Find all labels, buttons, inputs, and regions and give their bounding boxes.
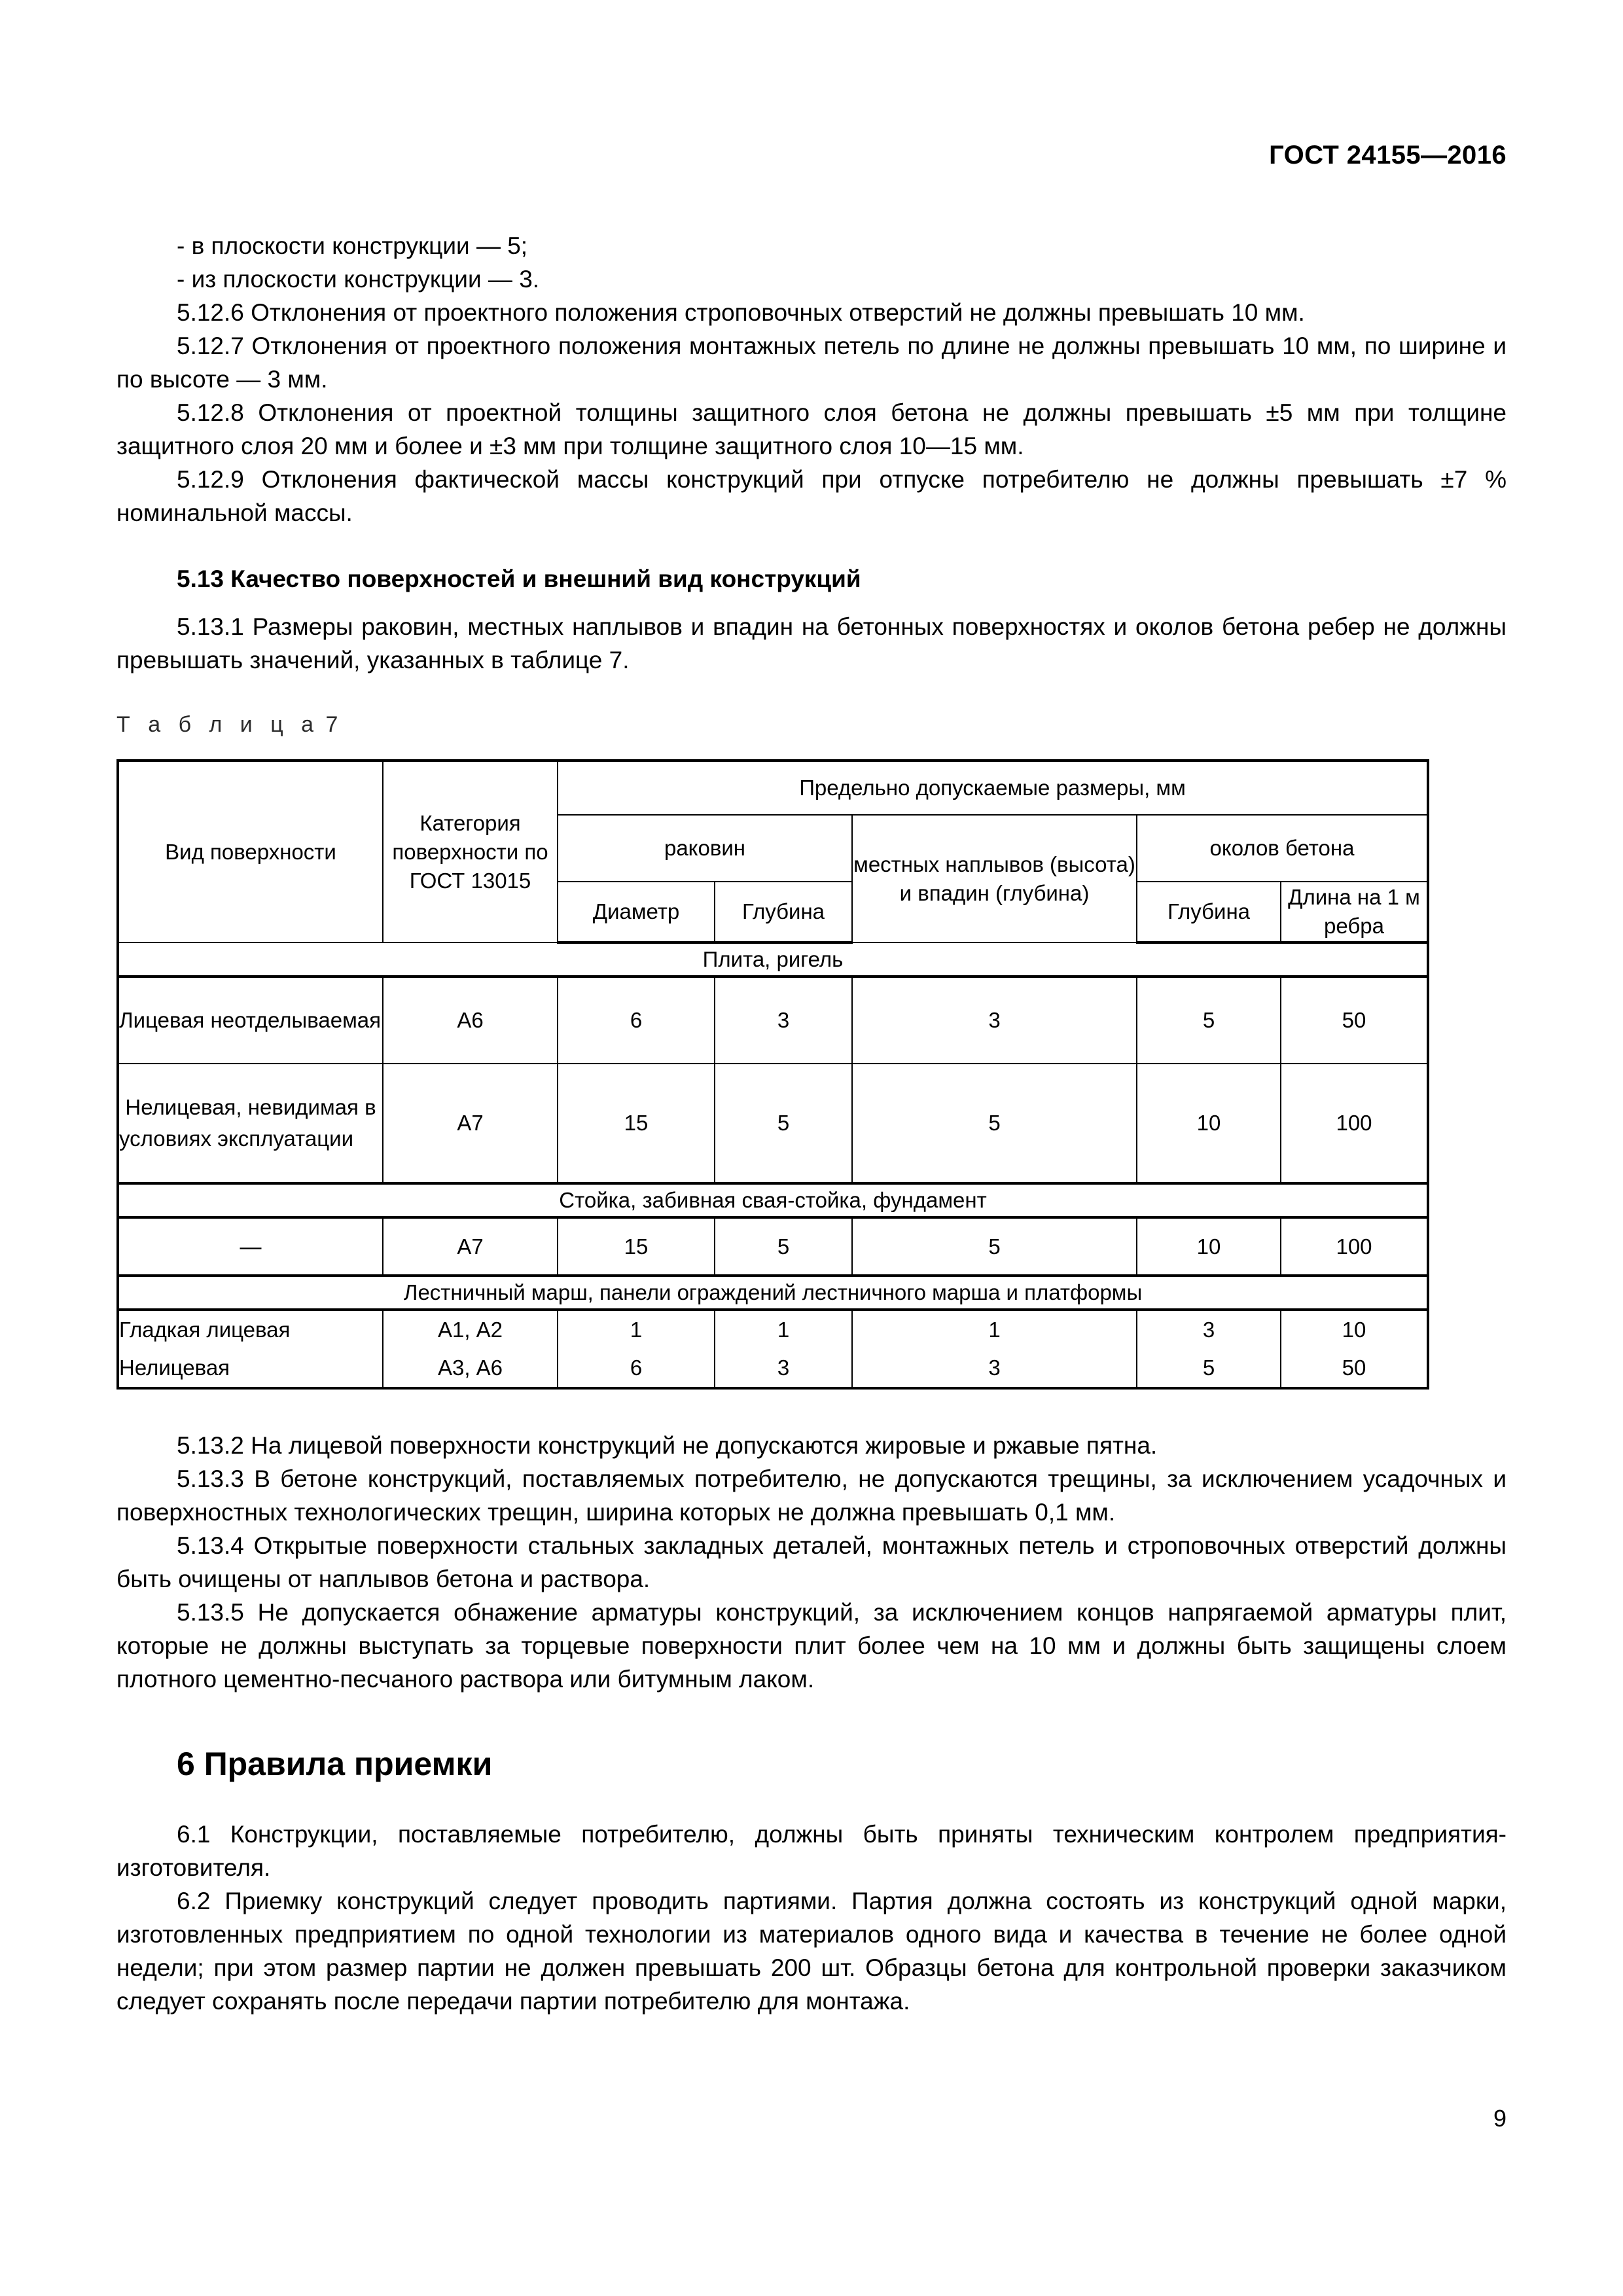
band-plate-girder: Плита, ригель <box>118 942 1428 977</box>
table-row <box>118 1310 1428 1349</box>
table-row <box>118 977 1428 1064</box>
cell-shell-diameter: 1 <box>558 1310 715 1349</box>
cell-chip-depth: 5 <box>1137 1349 1281 1388</box>
cell-chip-length: 50 <box>1281 977 1428 1064</box>
spacer <box>116 740 1507 759</box>
table-caption-label: Т а б л и ц а <box>116 712 320 737</box>
clause-5-13-5: 5.13.5 Не допускается обнажение арматуры конструкций, за исключением концов напрягаемой арматуры плит, которые не должны выступать за торцевые поверхности плит более чем на 10 мм и должны быть защищены слоем плотного цементно-песчаного раствора или битумным лаком. <box>116 1599 1507 1693</box>
cell-shell-diameter: 15 <box>558 1064 715 1183</box>
cell-chip-length: 100 <box>1281 1217 1428 1276</box>
cell-shell-depth: 5 <box>715 1064 852 1183</box>
table-row <box>118 1064 1428 1183</box>
cell-surface-type: — <box>118 1217 383 1276</box>
header-shells-group: раковин <box>558 815 852 882</box>
table-row <box>118 1349 1428 1388</box>
band-column-pile-foundation: Стойка, забивная свая-стойка, фундамент <box>118 1183 1428 1217</box>
clause-6-1: 6.1 Конструкции, поставляемые потребителю, должны быть приняты техническим контролем предприятия-изготовителя. <box>116 1821 1507 1881</box>
cell-shell-depth: 5 <box>715 1217 852 1276</box>
header-surface-type: Вид поверхности <box>118 761 383 942</box>
cell-chip-depth: 10 <box>1137 1064 1281 1183</box>
cell-chip-length: 100 <box>1281 1064 1428 1183</box>
spacer <box>116 1696 1507 1743</box>
header-shell-depth: Глубина <box>715 882 852 942</box>
clause-5-12-7: 5.12.7 Отклонения от проектного положения монтажных петель по длине не должны превышать 10 мм, по ширине и по высоте — 3 мм. <box>116 332 1507 393</box>
header-shell-diameter: Диаметр <box>558 882 715 942</box>
header-chip-length-per-meter: Длина на 1 м ребра <box>1281 882 1428 942</box>
clause-5-13-1: 5.13.1 Размеры раковин, местных наплывов и впадин на бетонных поверхностях и околов бетона ребер не должны превышать значений, указанных в таблице 7. <box>116 613 1507 673</box>
clause-5-12-8: 5.12.8 Отклонения от проектной толщины защитного слоя бетона не должны превышать ±5 мм при толщине защитного слоя 20 мм и более и ±3 мм при толщине защитного слоя 10—15 мм. <box>116 399 1507 459</box>
subheading-5-13: 5.13 Качество поверхностей и внешний вид конструкций <box>177 565 861 592</box>
header-category: Категория поверхности по ГОСТ 13015 <box>383 761 558 942</box>
clause-5-13-3: 5.13.3 В бетоне конструкций, поставляемых потребителю, не допускаются трещины, за исключением усадочных и поверхностных технологических трещин, ширина которых не должна превышать 0,1 мм. <box>116 1465 1507 1526</box>
page-number: 9 <box>1493 2105 1507 2132</box>
cell-chip-depth: 5 <box>1137 977 1281 1064</box>
cell-local-bulge: 5 <box>852 1064 1137 1183</box>
spacer <box>116 677 1507 709</box>
cell-chip-length: 10 <box>1281 1310 1428 1349</box>
cell-shell-diameter: 15 <box>558 1217 715 1276</box>
clause-5-13-4: 5.13.4 Открытые поверхности стальных закладных деталей, монтажных петель и строповочных отверстий должны быть очищены от наплывов бетона и раствора. <box>116 1532 1507 1592</box>
table-7-surface-defect-limits <box>116 759 1429 1390</box>
cell-local-bulge: 5 <box>852 1217 1137 1276</box>
cell-category: А1, А2 <box>383 1310 558 1349</box>
clause-5-13-2: 5.13.2 На лицевой поверхности конструкций не допускаются жировые и ржавые пятна. <box>177 1432 1158 1459</box>
running-header-standard-number: ГОСТ 24155—2016 <box>1269 141 1507 170</box>
band-stair-flight-railing-panels: Лестничный марш, панели ограждений лестничного марша и платформы <box>118 1276 1428 1310</box>
bullet-out-of-plane: - из плоскости конструкции — 3. <box>177 266 540 293</box>
spacer <box>116 1785 1507 1818</box>
spacer <box>116 529 1507 562</box>
cell-shell-diameter: 6 <box>558 1349 715 1388</box>
cell-local-bulge: 3 <box>852 1349 1137 1388</box>
table-header-row-1 <box>118 761 1428 815</box>
cell-surface-type: Нелицевая <box>118 1349 383 1388</box>
table-caption-number: 7 <box>325 712 338 737</box>
clause-5-12-6: 5.12.6 Отклонения от проектного положения строповочных отверстий не должны превышать 10 мм. <box>177 299 1305 326</box>
cell-surface-type: Гладкая лицевая <box>118 1310 383 1349</box>
cell-chip-depth: 10 <box>1137 1217 1281 1276</box>
table-band-row <box>118 1276 1428 1310</box>
cell-local-bulge: 1 <box>852 1310 1137 1349</box>
section-heading-6: 6 Правила приемки <box>177 1746 493 1782</box>
cell-chip-length: 50 <box>1281 1349 1428 1388</box>
table-caption <box>116 709 1507 740</box>
cell-shell-depth: 3 <box>715 977 852 1064</box>
table-band-row <box>118 942 1428 977</box>
clause-6-2: 6.2 Приемку конструкций следует проводить партиями. Партия должна состоять из конструкций одной марки, изготовленных предприятием по одной технологии из материалов одного вида и качества в течение не более одной недели; при этом размер партии не должен превышать 200 шт. Образцы бетона для контрольной проверки заказчиком следует сохранять после передачи партии потребителю для монтажа. <box>116 1888 1507 2015</box>
table-row <box>118 1217 1428 1276</box>
header-concrete-chips-group: околов бетона <box>1137 815 1428 882</box>
cell-local-bulge: 3 <box>852 977 1137 1064</box>
spacer <box>116 1390 1507 1429</box>
cell-shell-diameter: 6 <box>558 977 715 1064</box>
cell-category: А7 <box>383 1217 558 1276</box>
cell-shell-depth: 1 <box>715 1310 852 1349</box>
header-chip-depth: Глубина <box>1137 882 1281 942</box>
cell-chip-depth: 3 <box>1137 1310 1281 1349</box>
table-band-row <box>118 1183 1428 1217</box>
cell-surface-type: Лицевая неотделываемая <box>118 977 383 1064</box>
header-local-bulges-and-hollows: местных наплывов (высота) и впадин (глубина) <box>852 815 1137 942</box>
cell-shell-depth: 3 <box>715 1349 852 1388</box>
bullet-in-plane: - в плоскости конструкции — 5; <box>177 232 528 259</box>
cell-category: А3, А6 <box>383 1349 558 1388</box>
header-limits-group: Предельно допускаемые размеры, мм <box>558 761 1428 815</box>
cell-surface-type: Нелицевая, невидимая в условиях эксплуатации <box>118 1064 383 1183</box>
cell-category: А7 <box>383 1064 558 1183</box>
cell-category: А6 <box>383 977 558 1064</box>
spacer <box>116 596 1507 610</box>
clause-5-12-9: 5.12.9 Отклонения фактической массы конструкций при отпуске потребителю не должны превышать ±7 % номинальной массы. <box>116 466 1507 526</box>
page-body <box>116 229 1507 2018</box>
